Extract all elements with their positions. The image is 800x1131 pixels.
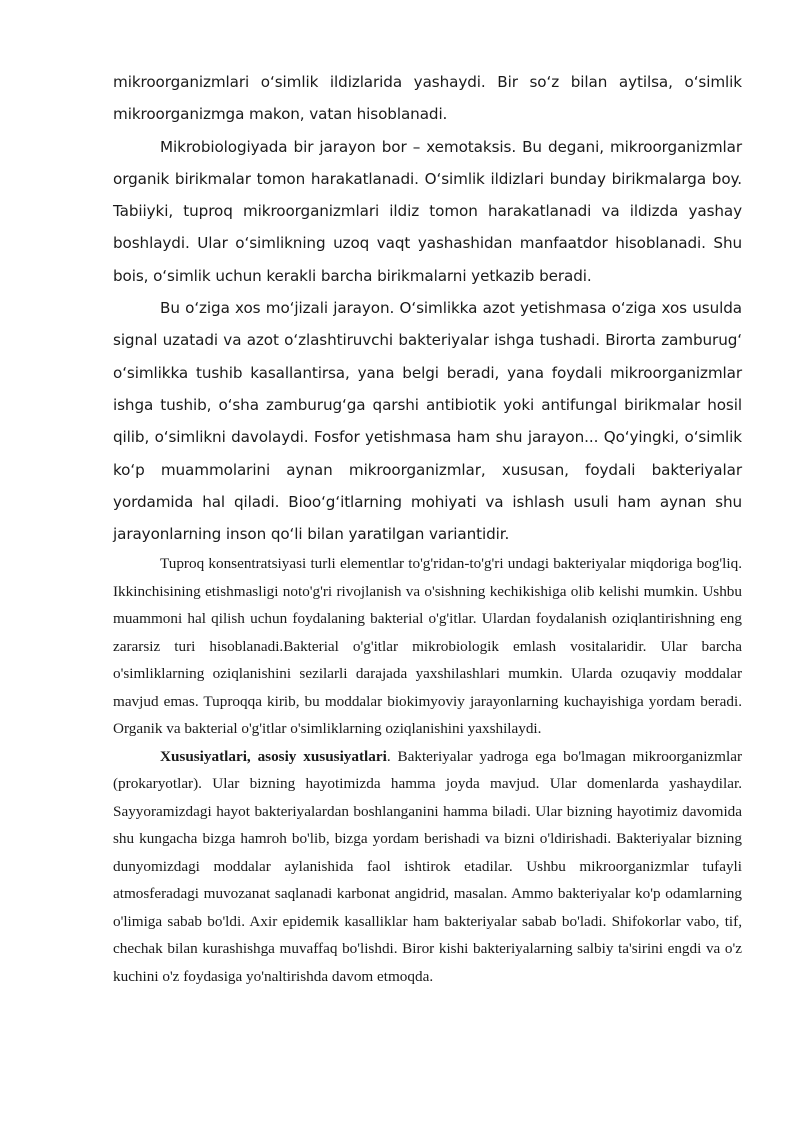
paragraph-1: mikroorganizmlari o‘simlik ildizlarida yashaydi. Bir so‘z bilan aytilsa, o‘simlik mikroorganizmga makon, vatan hisoblanadi.	[113, 73, 742, 124]
paragraph-4: Tuproq konsentratsiyasi turli elementlar to'g'ridan-to'g'ri undagi bakteriyalar miqdoriga bog'liq. Ikkinchisining etishmasligi noto'g'ri rivojlanish va o'sishning kechikishiga olib kelishi mumkin. Ushbu muammoni hal qilish uchun foydalaning bakterial o'g'itlar. Ulardan foydalanish oziqlantirishning eng zararsiz turi hisoblanadi.Bakterial o'g'itlar mikrobiologik emlash vositalaridir. Ular barcha o'simliklarning oziqlanishini sezilarli darajada yaxshilashlari mumkin. Ularda ozuqaviy moddalar mavjud emas. Tuproqqa kirib, bu moddalar biokimyoviy jarayonlarning kuchayishiga yordam beradi. Organik va bakterial o'g'itlar o'simliklarning oziqlanishini yaxshilaydi.	[113, 555, 742, 738]
paragraph-5	[113, 743, 742, 991]
paragraph-5-heading: Xususiyatlari, asosiy xususiyatlari	[160, 747, 387, 765]
paragraph-3: Bu o‘ziga xos mo‘jizali jarayon. O‘simlikka azot yetishmasa o‘ziga xos usulda signal uzatadi va azot o‘zlashtiruvchi bakteriyalar ishga tushadi. Birorta zamburug‘ o‘simlikka tushib kasallantirsa, yana belgi beradi, yana foydali mikroorganizmlar ishga tushib, o‘sha zamburug‘ga qarshi antibiotik yoki antifungal birikmalar hosil qilib, o‘simlikni davolaydi. Fosfor yetishmasa ham shu jarayon... Qo‘yingki, o‘simlik ko‘p muammolarini aynan mikroorganizmlar, xususan, foydali bakteriyalar yordamida hal qiladi. Bioo‘g‘itlarning mohiyati va ishlash usuli ham aynan shu jarayonlarning inson qo‘li bilan yaratilgan variantidir.	[113, 299, 742, 544]
paragraph-2: Mikrobiologiyada bir jarayon bor – xemotaksis. Bu degani, mikroorganizmlar organik birikmalar tomon harakatlanadi. O‘simlik ildizlari bunday birikmalarga boy. Tabiiyki, tuproq mikroorganizmlari ildiz tomon harakatlanadi va ildizda yashay boshlaydi. Ular o‘simlikning uzoq vaqt yashashidan manfaatdor hisoblanadi. Shu bois, o‘simlik uchun kerakli barcha birikmalarni yetkazib beradi.	[113, 137, 742, 285]
document-page	[113, 66, 742, 990]
paragraph-5-body: . Bakteriyalar yadroga ega bo'lmagan mikroorganizmlar (prokaryotlar). Ular bizning hayotimizda hamma joyda mavjud. Ular domenlarda yashaydilar. Sayyoramizdagi hayot bakteriyalardan boshlanganini hamma biladi. Ular bizning hayotimiz davomida shu kungacha bizga hamroh bo'lib, bizga yordam berishadi va bizni o'ldirishadi. Bakteriyalar bizning dunyomizdagi moddalar aylanishida faol ishtirok etadilar. Ushbu mikroorganizmlar tufayli atmosferadagi muvozanat saqlanadi karbonat angidrid, masalan. Ammo bakteriyalar ko'p odamlarning o'limiga sabab bo'ldi. Axir epidemik kasalliklar ham bakteriyalar sabab bo'ladi. Shifokorlar vabo, tif, chechak bilan kurashishga muvaffaq bo'lishdi. Biror kishi bakteriyalarning salbiy ta'sirini engdi va o'z kuchini o'z foydasiga yo'naltirishda davom etmoqda.	[113, 747, 743, 985]
